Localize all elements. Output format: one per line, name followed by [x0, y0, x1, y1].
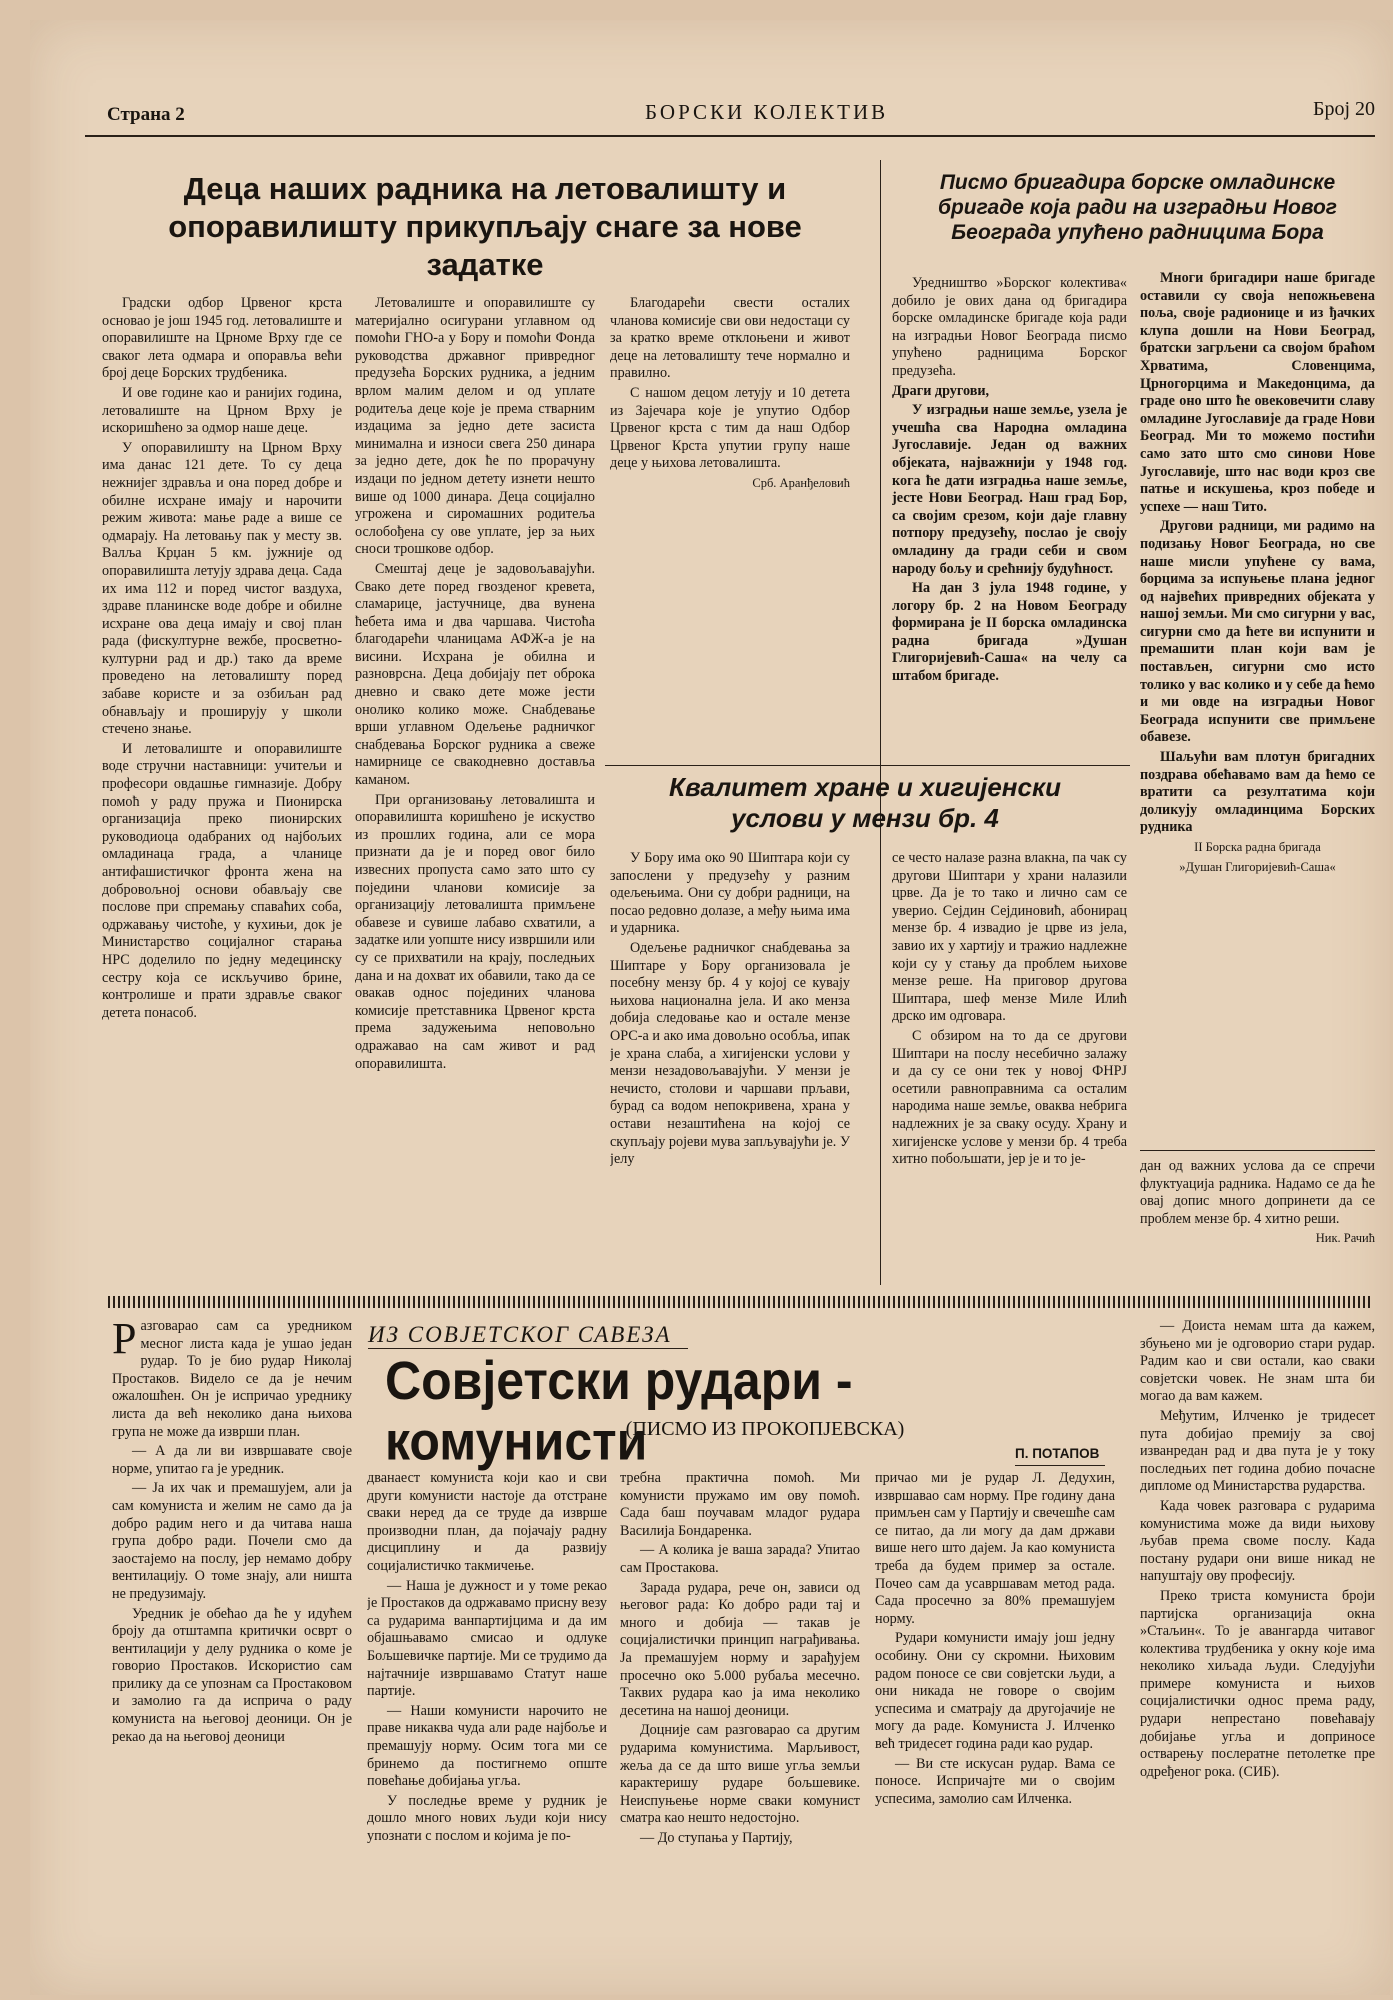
paragraph: се често налазе разна влакна, па чак су другови Шиптари у храни налазили црве. Да је то тако и лично сам се уверио. Сејдин Сејдиновић, абонирац мензе бр. 4 извадио је црве из јела, завио их у хартију и тражио надлежне који су у стању да проблем њихове мензе реше. На приговор другова Шиптара, шеф мензе Миле Илић дрско им одговара. — [892, 850, 1127, 1025]
paragraph: Многи бригадири наше бригаде оставили су своја непожњевена поља, своје радионице и из ђачких клупа дошли на Нови Београд, братски загрљени са својом браћом Хрватима, Словенцима, Црногорцима и Македонцима, да граде оно што ће овековечити славу омладине Југославије да граде Нови Београд. Ми то можемо постићи само зато што смо синови Нове Југославије, што нас води кроз све патње и искушења, кроз победе и успехе — наш Тито. — [1140, 270, 1375, 515]
paragraph: дан од важних услова да се спречи флуктуација радника. Надамо се да ће овај допис много допринети да се проблем мензе бр. 4 хитно реши. — [1140, 1158, 1375, 1227]
soviet-article-subtitle: (ПИСМО ИЗ ПРОКОПЈЕВСКА) — [625, 1418, 905, 1440]
paragraph: Преко триста комуниста броји партијска организација окна »Стаљин«. То је авангарда читавог колектива трудбеника у окну које има неколико хиљада људи. Следујући примере комуниста и њихов социјалистички однос према раду, рудари непрестано повећавају добијање угља и доприносе остварењу послератне петолетке пре одређеног рока. (СИБ). — [1140, 1587, 1375, 1780]
paragraph — [112, 1318, 352, 1441]
paragraph: Другови радници, ми радимо на подизању Новог Београда, но све наше мисли упућене су вама, борцима за испуњење плана једног од највећих привредних објеката у нашој земљи. Ми смо сигурни у вас, сигурни смо да ћете ви испунити и премашити план који вам је постављен, сигурни смо исто толико у вас колико и у себе да ћемо и ми овде на изградњи Новог Београда испунити све примљене обавезе. — [1140, 518, 1375, 746]
paragraph: требна практична помоћ. Ми комунисти пружамо им ову помоћ. Сада баш поучавам младог рудара Василија Бондаренка. — [620, 1470, 860, 1539]
soviet-article-col-5 — [1140, 1318, 1375, 1983]
paragraph: У опоравилишту на Црном Врху има данас 121 дете. То су деца нежнијег здравља и она поред добре и обилне исхране имају и нарочити режим живота: мање раде а више се одмарају. На летовању пак у месту зв. Валља Крџан 5 км. јужније од опоравилишта летују здрава деца. Сада их има 112 и поред чистог ваздуха, здраве планинске воде добре и обилне исхране ова деца имају и свој план рада (фискултурне вежбе, просветно-културни рад и др.) тако да време проведено на летовалишту поред забаве користе и за озбиљан рад обнављају и проширују у школи стечено знање. — [102, 439, 342, 738]
soviet-article-kicker: ИЗ СОВЈЕТСКОГ САВЕЗА — [368, 1322, 688, 1349]
issue-number: Број 20 — [1312, 98, 1375, 120]
paragraph: Благодарећи свести осталих чланова комисије сви ови недостаци су за кратко време отклоњени и живот деце на летовалишту тече нормално и правилно. — [610, 295, 850, 382]
paragraph: Доцније сам разговарао са другим рударима комунистима. Марљивост, жеља да се да што више угља земљи карактеришу рударе бољшевике. Неиспуњење норме сваки комунист сматра као нешто недостојно. — [620, 1722, 860, 1827]
food-article-title: Квалитет хране и хигијенски услови у мензи бр. 4 — [668, 772, 1062, 833]
paragraph-text: азговарао сам са уредником месног листа када је ушао један рудар. То је био рудар Николај Простаков. Видело се да је нечим ожалошћен. Он је испричао уреднику листа да већ неколико дана њихова група не може да изврши план. — [112, 1318, 352, 1440]
paragraph: — Наши комунисти нарочито не праве никаква чуда али раде најбоље и премашују норму. Осим тога ми се бринемо да постигнемо опште повећање добијања угља. — [367, 1702, 607, 1790]
paragraph: Летовалиште и опоравилиште су материјално осигурани углавном од помоћи ГНО-а у Бору и помоћи Фонда руководства државног привредног предузећа Борских рудника, а једним врлом малим делом и од уплате родитеља деце које је према стварним издацима за једно дете засиста минимална и износи свега 250 динара за једно дете, док ће по прорачуну издаци по једном детету изнети нешто више од 1000 динара. Деца социјално угрожена и сиромашних родитеља ослобођена су ове уплате, јер за њих сноси трошкове одбор. — [355, 295, 595, 558]
letter-signature-line-1: II Борска радна бригада — [1194, 840, 1321, 854]
paper-name: БОРСКИ КОЛЕКТИВ — [645, 100, 889, 124]
letter-signature-line-2: »Душан Глигоријевић-Саша« — [1179, 859, 1336, 874]
food-article-col-2 — [892, 850, 1127, 1290]
letter-article-col-1 — [892, 275, 1127, 760]
byline-underline — [1015, 1465, 1105, 1466]
paragraph: И ове године као и ранијих година, летовалиште на Црном Врху је искоришћено за одмор наше деце. — [102, 384, 342, 437]
paragraph: Градски одбор Црвеног крста основао је још 1945 год. летовалиште и опоравилиште на Црноме Врху где се сваког лета одмара и опоравља већи број деце Борских трудбеника. — [102, 295, 342, 382]
letter-greeting: Драги другови, — [892, 382, 990, 399]
paragraph: У последње време у рудник је дошло много нових људи који нису упознати с послом и којима је по- — [367, 1792, 607, 1844]
paragraph: Уредништво »Борског колектива« добило је ових дана од бригадира борске омладинске бригаде која ради на изградњи Новог Београда писмо упућено радницима Борског предузећа. — [892, 275, 1127, 379]
paragraph: — Ви сте искусан рудар. Вама се поносе. Испричајте ми о својим успесима, замолио сам Илченка. — [875, 1755, 1115, 1807]
letter-article-title: Писмо бригадира борске омладинске бригаде која ради на изградњи Новог Београда упућено радницима Бора — [937, 171, 1338, 244]
food-article-col-1 — [610, 850, 850, 1290]
paragraph: Зарада рудара, рече он, зависи од његовог рада: Ко добро ради тај и много и добија — такав је социјалистички принцип награђивања. Ја премашујем норму и зарађујем просечно око 5.000 рубаља месечно. Таквих рудара као ја има неколико десетина на нашој деоници. — [620, 1579, 860, 1719]
paragraph: — До ступања у Партију, — [640, 1829, 793, 1846]
children-article-signature: Срб. Аранђеловић — [752, 475, 850, 490]
paragraph: Смештај деце је задовољавајући. Свако дете поред гвозденог кревета, сламарице, јастучнице, два вунена ћебета има и два чаршава. Чистоћа благодарећи чланицама АФЖ-а је на висини. Исхрана је обилна и разноврсна. Деца добијају пет оброка дневно и свако дете може јести онолико колико може. Снабдевање врши углавном Одељење радничког снабдевања Борског рудника а свеже намирнице се свакодневно доставља каманом. — [355, 560, 595, 789]
paragraph: С нашом децом летују и 10 детета из Зајечара које је упутио Одбор Црвеног крста с тим да наш Одбор Црвеног Крста упутии групу наше деце у њихова летовалишта. — [610, 384, 850, 472]
paragraph: Уредник је обећао да ће у идућем броју да отштампа критички осврт о вентилацији у делу рудника о коме је говорио Простаков. Искористио сам прилику да се упознам са Простаковом и замолио га да исприча о раду комуниста на његовој деоници. Он је рекао да на његовој деоници — [112, 1605, 352, 1745]
page-number: Страна 2 — [107, 104, 185, 125]
paragraph: Међутим, Илченко је тридесет пута добијао премију за свој изванредан рад и два пута је у току последњих пет година добио почасне дипломе од Министарства рударства. — [1140, 1407, 1375, 1495]
paragraph: — А колика је ваша зарада? Упитао сам Простакова. — [620, 1542, 860, 1576]
section-divider — [1140, 1150, 1375, 1151]
soviet-article-byline: П. ПОТАПОВ — [1015, 1446, 1100, 1461]
food-article-signature: Ник. Рачић — [1315, 1231, 1375, 1246]
paragraph: На дан 3 јула 1948 године, у логору бр. 2 на Новом Београду формирана је II борска омладинска радна бригада »Душан Глигоријевић-Саша« на челу са штабом бригаде. — [892, 580, 1127, 685]
children-article-col-1 — [102, 295, 342, 1295]
column-divider — [880, 160, 881, 1285]
paragraph: Када човек разговара с рударима комунистима може да види њихову љубав према своме послу. Када постану рудари они више никад не напуштају ову професију. — [1140, 1497, 1375, 1585]
letter-article-col-2 — [1140, 270, 1375, 1145]
food-article-col-3 — [1140, 1158, 1375, 1290]
paragraph: дванаест комуниста који као и сви други комунисти настоје да отстране сваки неред да се труде да изврше производни план, да појачају радну дисциплину и да развију социјалистичко такмичење. — [367, 1470, 607, 1574]
paragraph: — Ја их чак и премашујем, али ја сам комуниста и желим не само да ја добро радим него и да читава наша група добро ради. Почели смо да заостајемо на послу, јер немамо добру вентилацију. О томе знају, али ништа не предузимају. — [112, 1480, 352, 1602]
paragraph: — Наша је дужност и у томе рекао је Простаков да одржавамо присну везу са рударима ванпартијцима и да им објашњавамо смисао и одлуке Бољшевичке партије. Ми се трудимо да најтачније извршавамо Статут наше партије. — [367, 1577, 607, 1700]
drop-cap: Р — [112, 1318, 137, 1363]
soviet-article-col-2 — [367, 1470, 607, 1985]
children-article-col-3 — [610, 295, 850, 760]
paragraph: — А да ли ви извршавате своје норме, упитао га је уредник. — [112, 1443, 352, 1477]
soviet-article-col-4 — [875, 1470, 1115, 1985]
children-article-col-2 — [355, 295, 595, 1295]
paragraph: И летовалиште и опоравилиште воде стручни наставници: учитељи и професори овдашње гимназије. Добру помоћ у раду пружа и Пионирска организација преко пионирских руководиоца одабраних од најбољих омладинаца града, а чланице антифашистичког фронта жена на добровољној основи обављају све послове при спремању спаваћих соба, одржавању чистоће, у кухињи, док је Министарство социјалног старања НРС доделило по једну медецинску сестру која се искључиво брине, контролише и прати здравље сваког детета понасоб. — [102, 740, 342, 1021]
soviet-article-col-1 — [112, 1318, 352, 1983]
soviet-article-title: Совјетски рудари - комунисти — [385, 1350, 853, 1472]
children-article-title: Деца наших радника на летовалишту и опоравилишту прикупљају снаге за нове задатке — [168, 171, 802, 282]
soviet-article-col-3 — [620, 1470, 860, 1985]
paragraph: Рудари комунисти имају још једну особину. Они су скромни. Њиховим радом поносе се сви совјетски људи, а они никада не говоре о својим успесима и сматрају да другојачије не могу да раде. Комуниста Ј. Илченко већ тридесет година ради као рудар. — [875, 1630, 1115, 1752]
paragraph: У изградњи наше земље, узела је учешћа сва Народна омладина Југославије. Један од важних објеката, најважнији у 1948 год. кога ће дати изградња наше земље, јесте Нови Београд. Наш град Бор, са својим срезом, који даје главну потпору предузећу, послао је своју омладину да гради себи и свом народу бољу и срећнију будућност. — [892, 402, 1127, 577]
decorative-divider — [108, 1296, 1373, 1308]
paragraph: Одељење радничког снабдевања за Шиптаре у Бору организовала је посебну мензу бр. 4 у којој се кувају њихова национална јела. И ако менза добија следовање као и остале мензе ОРС-а и ако има довољно особља, ипак је храна слаба, а хигијенски услови у мензи незадовољавајући. У мензи је нечисто, столови и чаршави прљави, бурад са водом непокривена, храна у остави незаштићена на којој се скупљају ројеви мува запљувајући је. У јелу — [610, 939, 850, 1168]
paragraph: У Бору има око 90 Шиптара који су запослени у предузећу у разним одељењима. Они су добри радници, на посао редовно долазе, а међу њима има и ударника. — [610, 850, 850, 937]
section-divider — [605, 765, 1130, 766]
masthead — [85, 80, 1375, 137]
paragraph: С обзиром на то да се другови Шиптари на послу несебично залажу и да су се они тек у новој ФНРЈ осетили равноправнима са осталим народима наше земље, оваква небрига надлежних је за сваку осуду. Храну и хигијенске услове у мензи бр. 4 треба хитно побољшати, јер је и то је- — [892, 1027, 1127, 1168]
paragraph: — Доиста немам шта да кажем, збуњено ми је одговорио стари рудар. Радим као и сви остали, као сваки совјетски човек. Не знам шта би могао да вам кажем. — [1140, 1318, 1375, 1405]
newspaper-page — [30, 20, 1390, 1995]
paragraph: причао ми је рудар Л. Дедухин, извршавао сам норму. Пре годину дана примљен сам у Партију и свечешће сам се питао, да ли могу да дам држави више него што дајем. Ја као комуниста треба да будем пример за остале. Почео сам да усавршавам метод рада. Сада просечно за 80% премашујем норму. — [875, 1470, 1115, 1627]
paragraph: При организовању летовалишта и опоравилишта коришћено је искуство из прошлих година, али се мора признати да је и поред овог било извесних пропуста само зато што су поједини чланови комисије за организацију летовалишта примљене обавезе и сувише лабаво схватили, а задатке или уопште нису извршили или су се прихватили на крају, последњих дана и на дохват их обавили, тако да се овакав однос појединих чланова комисије претставника Црвеног крста према задужењима неповољно одражавао на сам живот и рад опоравилишта. — [355, 791, 595, 1072]
paragraph: Шаљући вам плотун бригадних поздрава обећавамо вам да ћемо се вратити са резултатима који доликују омладинцима Борских рудника — [1140, 749, 1375, 836]
